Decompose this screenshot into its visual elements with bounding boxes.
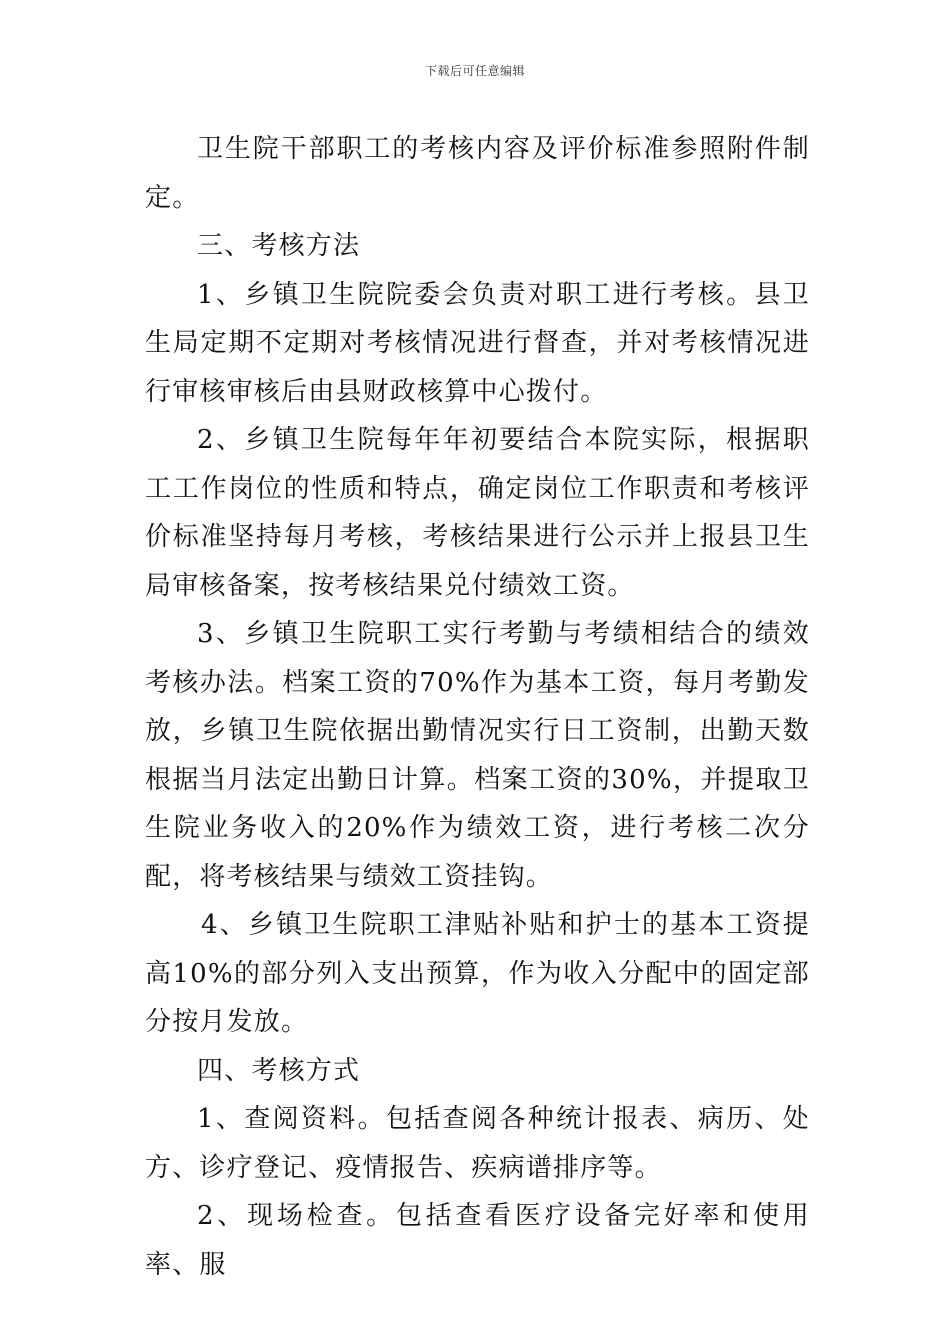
paragraph-mode-1: 1、查阅资料。包括查阅各种统计报表、病历、处方、诊疗登记、疫情报告、疾病谱排序等。 <box>145 1104 810 1183</box>
header-note: 下载后可任意编辑 <box>424 64 525 78</box>
section-heading-modes: 四、考核方式 <box>197 1055 361 1086</box>
paragraph-mode-2: 2、现场检查。包括查看医疗设备完好率和使用率、服 <box>145 1201 810 1280</box>
paragraph-method-3: 3、乡镇卫生院职工实行考勤与考绩相结合的绩效考核办法。档案工资的70%作为基本工资，每月考勤发放，乡镇卫生院依据出勤情况实行日工资制，出勤天数根据当月法定出勤日计算。档案工资的30%，并提取卫生院业务收入的20%作为绩效工资，进行考核二次分配，将考核结果与绩效工资挂钩。 <box>145 619 810 892</box>
paragraph-evaluation-standard: 卫生院干部职工的考核内容及评价标准参照附件制定。 <box>145 134 810 213</box>
document-body <box>145 125 810 1289</box>
paragraph-method-1: 1、乡镇卫生院院委会负责对职工进行考核。县卫生局定期不定期对考核情况进行督查，并对考核情况进行审核审核后由县财政核算中心拨付。 <box>145 279 810 407</box>
paragraph-method-2: 2、乡镇卫生院每年年初要结合本院实际，根据职工工作岗位的性质和特点，确定岗位工作职责和考核评价标准坚持每月考核，考核结果进行公示并上报县卫生局审核备案，按考核结果兑付绩效工资。 <box>145 425 810 601</box>
paragraph-method-4: 4、乡镇卫生院职工津贴补贴和护士的基本工资提高10%的部分列入支出预算，作为收入分配中的固定部分按月发放。 <box>145 910 810 1037</box>
section-heading-methods: 三、考核方法 <box>197 231 361 261</box>
